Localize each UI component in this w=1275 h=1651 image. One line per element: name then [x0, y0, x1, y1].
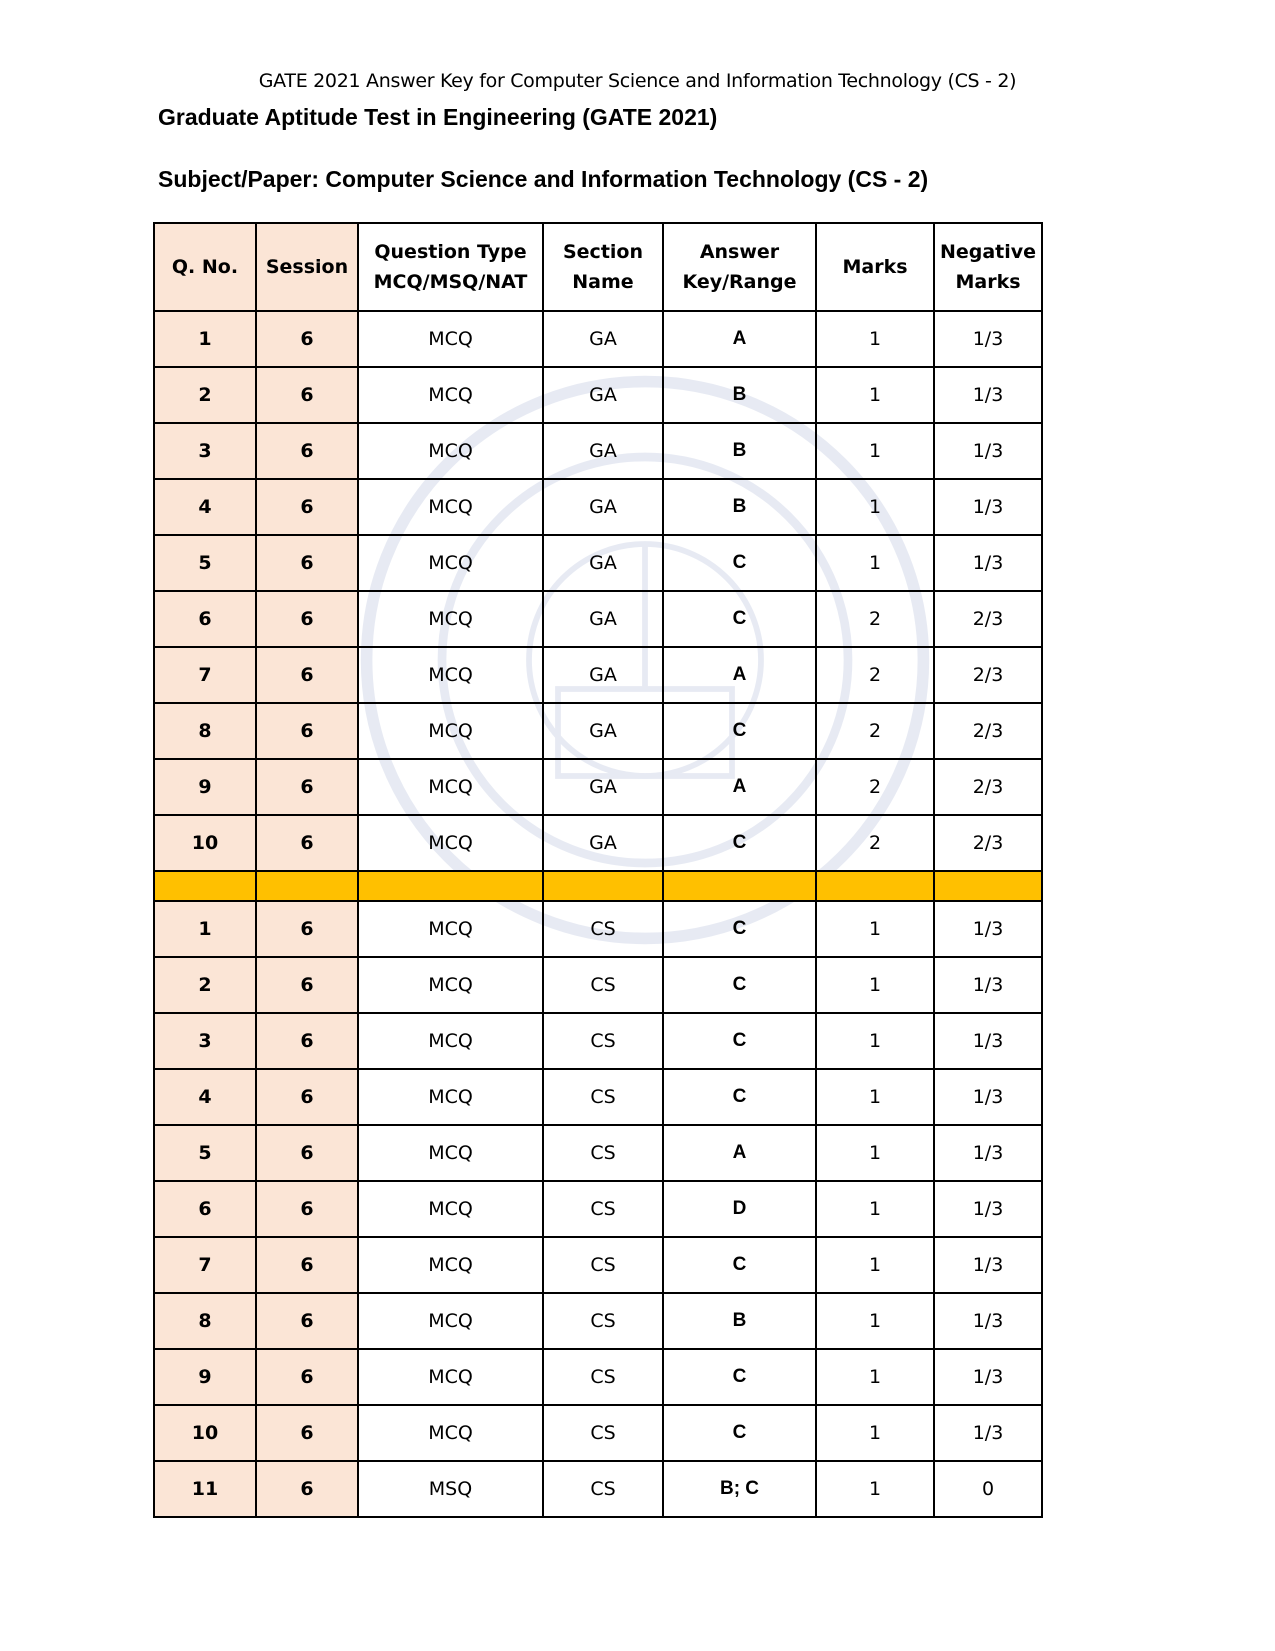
- cell-negative-marks: 1/3: [934, 957, 1042, 1013]
- table-row: [154, 423, 1042, 479]
- cell-section-name: CS: [543, 1405, 663, 1461]
- cell-negative-marks: 1/3: [934, 535, 1042, 591]
- cell-question-type: MCQ: [358, 647, 543, 703]
- cell-qno: 9: [154, 759, 256, 815]
- cell-qno: 7: [154, 1237, 256, 1293]
- cell-section-name: CS: [543, 1181, 663, 1237]
- cell-marks: 1: [816, 957, 934, 1013]
- cell-answer-key: C: [663, 1013, 816, 1069]
- cell-negative-marks: 1/3: [934, 901, 1042, 957]
- cell-answer-key: B: [663, 367, 816, 423]
- header-negative-marks: [934, 223, 1042, 311]
- cell-qno: 6: [154, 591, 256, 647]
- cell-qno: 3: [154, 1013, 256, 1069]
- cell-answer-key: C: [663, 957, 816, 1013]
- table-row: [154, 759, 1042, 815]
- cell-marks: 1: [816, 901, 934, 957]
- table-row: [154, 367, 1042, 423]
- cell-marks: 1: [816, 535, 934, 591]
- cell-section-name: CS: [543, 957, 663, 1013]
- table-row: [154, 703, 1042, 759]
- answer-key-table: [153, 222, 1043, 1518]
- cell-qno: 6: [154, 1181, 256, 1237]
- cell-section-name: GA: [543, 647, 663, 703]
- cell-negative-marks: 1/3: [934, 1125, 1042, 1181]
- cell-session: 6: [256, 479, 358, 535]
- cell-marks: 1: [816, 479, 934, 535]
- header-negative-line2: Marks: [955, 271, 1021, 293]
- cell-answer-key: B: [663, 423, 816, 479]
- cell-question-type: MCQ: [358, 591, 543, 647]
- cell-marks: 1: [816, 1069, 934, 1125]
- cell-negative-marks: 1/3: [934, 1293, 1042, 1349]
- cell-question-type: MCQ: [358, 901, 543, 957]
- cell-answer-key: A: [663, 647, 816, 703]
- cell-negative-marks: 1/3: [934, 423, 1042, 479]
- cell-qno: 10: [154, 1405, 256, 1461]
- cell-negative-marks: 2/3: [934, 759, 1042, 815]
- cell-session: 6: [256, 703, 358, 759]
- separator-cell: [256, 871, 358, 901]
- cell-section-name: CS: [543, 1349, 663, 1405]
- table-row: [154, 311, 1042, 367]
- cell-answer-key: C: [663, 1405, 816, 1461]
- cell-section-name: GA: [543, 479, 663, 535]
- cell-question-type: MCQ: [358, 535, 543, 591]
- table-row: [154, 1461, 1042, 1517]
- cell-question-type: MCQ: [358, 367, 543, 423]
- cell-qno: 4: [154, 479, 256, 535]
- cell-answer-key: C: [663, 535, 816, 591]
- cell-section-name: GA: [543, 703, 663, 759]
- table-row: [154, 1013, 1042, 1069]
- cell-answer-key: C: [663, 1237, 816, 1293]
- cell-session: 6: [256, 311, 358, 367]
- separator-cell: [154, 871, 256, 901]
- cs-section-rows: [154, 901, 1042, 1517]
- cell-answer-key: A: [663, 311, 816, 367]
- cell-question-type: MCQ: [358, 1013, 543, 1069]
- cell-session: 6: [256, 957, 358, 1013]
- separator-cell: [543, 871, 663, 901]
- cell-question-type: MCQ: [358, 1349, 543, 1405]
- cell-marks: 1: [816, 1181, 934, 1237]
- cell-negative-marks: 1/3: [934, 1349, 1042, 1405]
- cell-answer-key: C: [663, 815, 816, 871]
- cell-negative-marks: 2/3: [934, 591, 1042, 647]
- header-answer-line2: Key/Range: [682, 271, 797, 293]
- cell-marks: 1: [816, 1237, 934, 1293]
- table-row: [154, 1125, 1042, 1181]
- header-qno: Q. No.: [154, 223, 256, 311]
- cell-qno: 3: [154, 423, 256, 479]
- cell-qno: 4: [154, 1069, 256, 1125]
- cell-marks: 2: [816, 703, 934, 759]
- cell-question-type: MCQ: [358, 1405, 543, 1461]
- cell-negative-marks: 1/3: [934, 1181, 1042, 1237]
- cell-answer-key: B; C: [663, 1461, 816, 1517]
- cell-question-type: MCQ: [358, 1181, 543, 1237]
- cell-negative-marks: 1/3: [934, 367, 1042, 423]
- cell-qno: 8: [154, 1293, 256, 1349]
- section-separator: [154, 871, 1042, 901]
- cell-session: 6: [256, 1405, 358, 1461]
- header-marks: Marks: [816, 223, 934, 311]
- cell-answer-key: D: [663, 1181, 816, 1237]
- cell-section-name: GA: [543, 759, 663, 815]
- separator-cell: [934, 871, 1042, 901]
- cell-question-type: MCQ: [358, 703, 543, 759]
- header-negative-line1: Negative: [939, 241, 1037, 263]
- cell-answer-key: A: [663, 1125, 816, 1181]
- cell-session: 6: [256, 1349, 358, 1405]
- cell-question-type: MCQ: [358, 1293, 543, 1349]
- cell-negative-marks: 1/3: [934, 1069, 1042, 1125]
- cell-session: 6: [256, 1069, 358, 1125]
- cell-section-name: CS: [543, 1461, 663, 1517]
- cell-marks: 1: [816, 1013, 934, 1069]
- cell-question-type: MCQ: [358, 957, 543, 1013]
- cell-negative-marks: 1/3: [934, 1405, 1042, 1461]
- cell-session: 6: [256, 901, 358, 957]
- page-caption: GATE 2021 Answer Key for Computer Science and Information Technology (CS - 2): [258, 70, 1017, 92]
- cell-answer-key: C: [663, 1069, 816, 1125]
- cell-question-type: MCQ: [358, 1125, 543, 1181]
- cell-marks: 1: [816, 367, 934, 423]
- cell-session: 6: [256, 1293, 358, 1349]
- cell-negative-marks: 1/3: [934, 1237, 1042, 1293]
- cell-section-name: GA: [543, 591, 663, 647]
- cell-session: 6: [256, 591, 358, 647]
- table-row: [154, 591, 1042, 647]
- cell-question-type: MCQ: [358, 479, 543, 535]
- cell-qno: 8: [154, 703, 256, 759]
- cell-answer-key: C: [663, 703, 816, 759]
- cell-marks: 2: [816, 759, 934, 815]
- table-row: [154, 1069, 1042, 1125]
- separator-cell: [358, 871, 543, 901]
- header-answer-key: [663, 223, 816, 311]
- cell-question-type: MCQ: [358, 759, 543, 815]
- cell-section-name: CS: [543, 1013, 663, 1069]
- table-row: [154, 815, 1042, 871]
- cell-answer-key: C: [663, 591, 816, 647]
- separator-row: [154, 871, 1042, 901]
- cell-negative-marks: 0: [934, 1461, 1042, 1517]
- header-section-line2: Name: [572, 271, 634, 293]
- table-row: [154, 957, 1042, 1013]
- cell-marks: 2: [816, 647, 934, 703]
- cell-qno: 5: [154, 1125, 256, 1181]
- cell-marks: 1: [816, 423, 934, 479]
- table-row: [154, 1349, 1042, 1405]
- cell-answer-key: C: [663, 901, 816, 957]
- cell-section-name: CS: [543, 1293, 663, 1349]
- table-row: [154, 1181, 1042, 1237]
- cell-qno: 5: [154, 535, 256, 591]
- cell-session: 6: [256, 1125, 358, 1181]
- cell-marks: 1: [816, 1461, 934, 1517]
- cell-session: 6: [256, 423, 358, 479]
- cell-session: 6: [256, 1461, 358, 1517]
- cell-marks: 1: [816, 1125, 934, 1181]
- header-session: Session: [256, 223, 358, 311]
- header-question-type-line2: MCQ/MSQ/NAT: [373, 271, 528, 293]
- cell-section-name: GA: [543, 535, 663, 591]
- table-row: [154, 1293, 1042, 1349]
- header-question-type: [358, 223, 543, 311]
- cell-section-name: CS: [543, 1125, 663, 1181]
- separator-cell: [663, 871, 816, 901]
- cell-question-type: MCQ: [358, 423, 543, 479]
- header-answer-line1: Answer: [699, 241, 780, 263]
- cell-session: 6: [256, 1237, 358, 1293]
- cell-negative-marks: 2/3: [934, 815, 1042, 871]
- cell-marks: 1: [816, 1405, 934, 1461]
- cell-session: 6: [256, 1181, 358, 1237]
- header-section-line1: Section: [562, 241, 643, 263]
- cell-answer-key: B: [663, 1293, 816, 1349]
- table-row: [154, 535, 1042, 591]
- cell-qno: 2: [154, 957, 256, 1013]
- cell-answer-key: A: [663, 759, 816, 815]
- cell-negative-marks: 1/3: [934, 479, 1042, 535]
- cell-question-type: MCQ: [358, 311, 543, 367]
- cell-section-name: CS: [543, 1069, 663, 1125]
- header-section-name: [543, 223, 663, 311]
- cell-qno: 2: [154, 367, 256, 423]
- header-row: [154, 223, 1042, 311]
- cell-question-type: MSQ: [358, 1461, 543, 1517]
- cell-session: 6: [256, 535, 358, 591]
- page-title: Graduate Aptitude Test in Engineering (GATE 2021): [158, 104, 718, 130]
- cell-marks: 2: [816, 591, 934, 647]
- cell-session: 6: [256, 815, 358, 871]
- cell-qno: 10: [154, 815, 256, 871]
- cell-marks: 1: [816, 1293, 934, 1349]
- ga-section-rows: [154, 311, 1042, 871]
- cell-negative-marks: 1/3: [934, 311, 1042, 367]
- table-row: [154, 647, 1042, 703]
- cell-section-name: CS: [543, 1237, 663, 1293]
- cell-qno: 7: [154, 647, 256, 703]
- cell-session: 6: [256, 1013, 358, 1069]
- cell-session: 6: [256, 367, 358, 423]
- cell-section-name: GA: [543, 311, 663, 367]
- cell-negative-marks: 1/3: [934, 1013, 1042, 1069]
- cell-session: 6: [256, 647, 358, 703]
- cell-answer-key: B: [663, 479, 816, 535]
- cell-section-name: GA: [543, 423, 663, 479]
- cell-section-name: CS: [543, 901, 663, 957]
- cell-qno: 11: [154, 1461, 256, 1517]
- cell-marks: 1: [816, 1349, 934, 1405]
- cell-marks: 2: [816, 815, 934, 871]
- cell-section-name: GA: [543, 367, 663, 423]
- cell-question-type: MCQ: [358, 1237, 543, 1293]
- cell-negative-marks: 2/3: [934, 647, 1042, 703]
- separator-cell: [816, 871, 934, 901]
- cell-question-type: MCQ: [358, 815, 543, 871]
- header-question-type-line1: Question Type: [374, 241, 527, 263]
- table-row: [154, 901, 1042, 957]
- table-row: [154, 1237, 1042, 1293]
- cell-qno: 9: [154, 1349, 256, 1405]
- cell-qno: 1: [154, 901, 256, 957]
- cell-session: 6: [256, 759, 358, 815]
- table-row: [154, 479, 1042, 535]
- cell-section-name: GA: [543, 815, 663, 871]
- table-row: [154, 1405, 1042, 1461]
- cell-marks: 1: [816, 311, 934, 367]
- cell-answer-key: C: [663, 1349, 816, 1405]
- cell-negative-marks: 2/3: [934, 703, 1042, 759]
- cell-question-type: MCQ: [358, 1069, 543, 1125]
- cell-qno: 1: [154, 311, 256, 367]
- subject-heading: Subject/Paper: Computer Science and Information Technology (CS - 2): [158, 166, 929, 192]
